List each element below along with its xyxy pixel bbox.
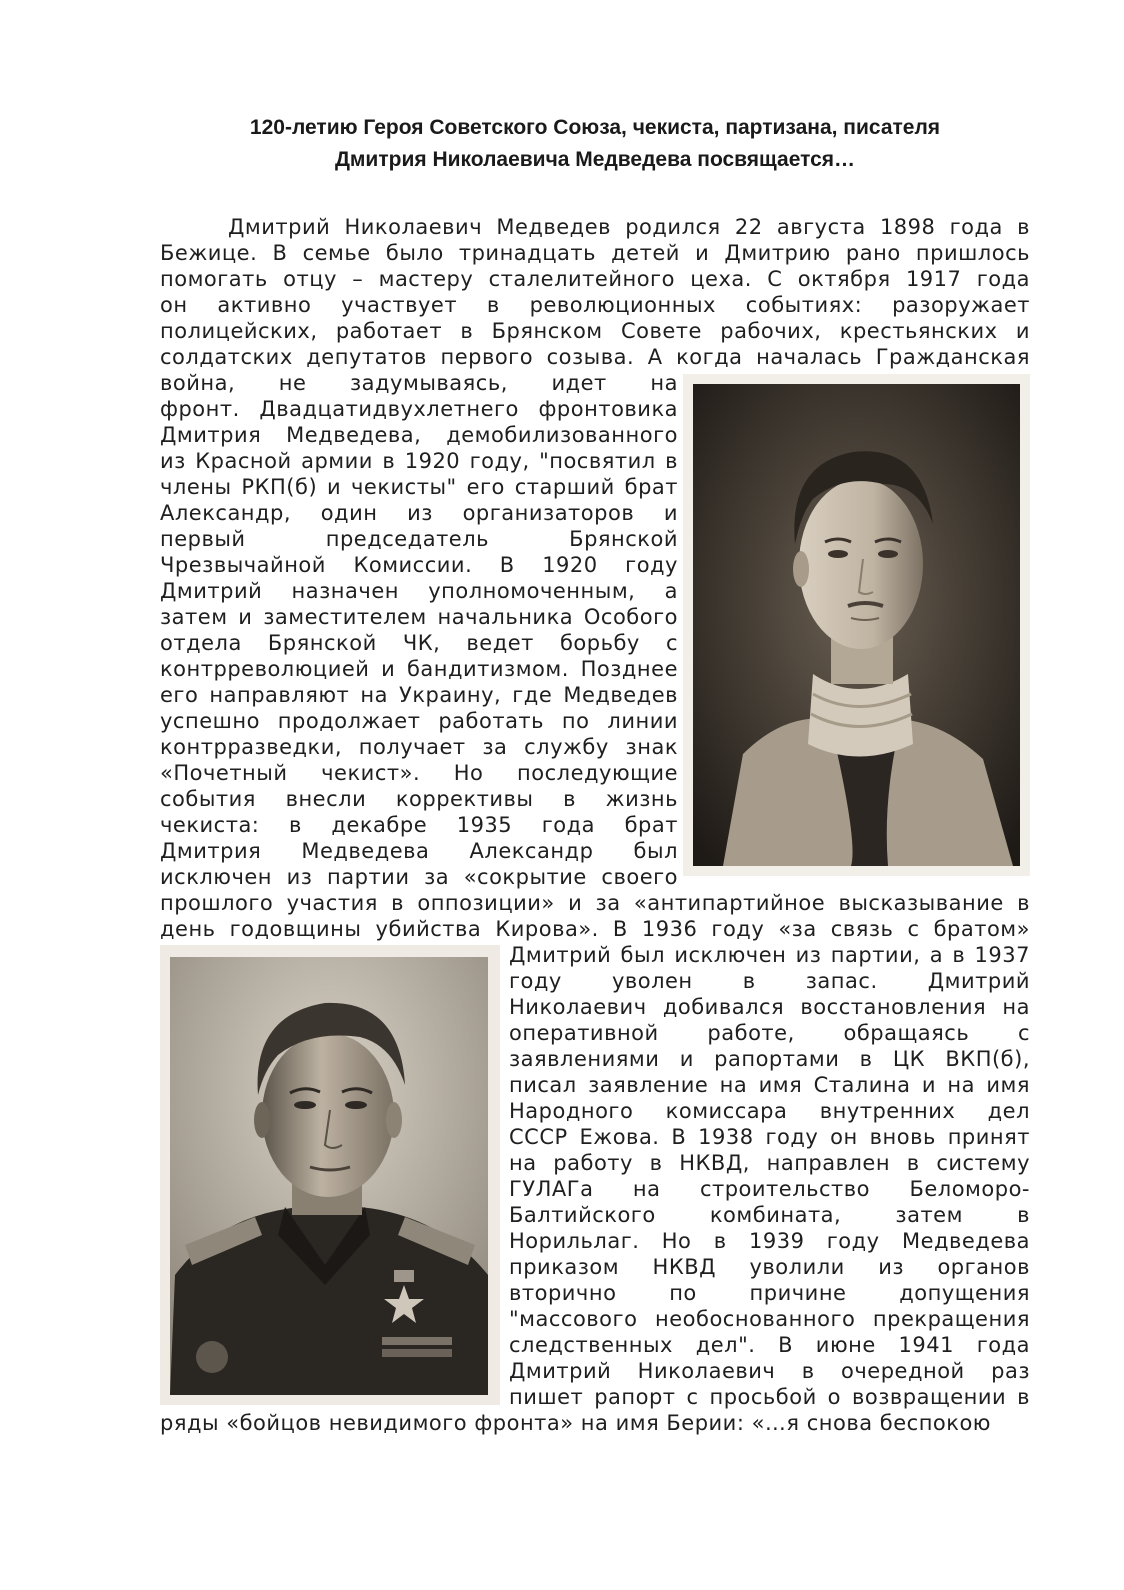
text-line: ГУЛАГа на строительство Беломоро-	[509, 1177, 1030, 1201]
text-line: фронт. Двадцатидвухлетнего фронтовика	[160, 397, 678, 421]
text-line: Дмитрий Николаевич Медведев родился 22 августа 1898 года в	[228, 215, 1030, 239]
text-line: затем и заместителем начальника Особого	[160, 605, 678, 629]
text-line: он активно участвует в революционных событиях: разоружает	[160, 293, 1030, 317]
text-line: вторично по причине допущения	[509, 1281, 1030, 1305]
text-line: заявлениями и рапортами в ЦК ВКП(б),	[509, 1047, 1030, 1071]
page-title	[160, 112, 1030, 176]
text-line: Дмитрия Медведева Александр был	[160, 839, 678, 863]
text-line: прошлого участия в оппозиции» и за «антипартийное высказывание в	[160, 891, 1030, 915]
text-line: Дмитрия Медведева, демобилизованного	[160, 423, 678, 447]
text-line: Бежице. В семье было тринадцать детей и Дмитрию рано пришлось	[160, 241, 1030, 265]
text-line: ряды «бойцов невидимого фронта» на имя Берии: «…я снова беспокою	[160, 1411, 991, 1435]
text-line: Чрезвычайной Комиссии. В 1920 году	[160, 553, 678, 577]
text-line: успешно продолжает работать по линии	[160, 709, 678, 733]
text-line: пишет рапорт с просьбой о возвращении в	[509, 1385, 1030, 1409]
text-line: на работу в НКВД, направлен в систему	[509, 1151, 1030, 1175]
text-line: Александр, один из организаторов и	[160, 501, 678, 525]
text-line: Дмитрий назначен уполномоченным, а	[160, 579, 678, 603]
text-line: члены РКП(б) и чекисты" его старший брат	[160, 475, 678, 499]
text-line: его направляют на Украину, где Медведев	[160, 683, 678, 707]
text-line: Норильлаг. Но в 1939 году Медведева	[509, 1229, 1030, 1253]
text-line: «Почетный чекист». Но последующие	[160, 761, 678, 785]
text-line: оперативной работе, обращаясь с	[509, 1021, 1030, 1045]
text-line: солдатских депутатов первого созыва. А когда началась Гражданская	[160, 345, 1030, 369]
text-line: следственных дел". В июне 1941 года	[509, 1333, 1030, 1357]
text-line: Народного комиссара внутренних дел	[509, 1099, 1030, 1123]
text-line: из Красной армии в 1920 году, "посвятил в	[160, 449, 678, 473]
text-line: день годовщины убийства Кирова». В 1936 году «за связь с братом»	[160, 917, 1030, 941]
text-line: приказом НКВД уволили из органов	[509, 1255, 1030, 1279]
text-line: война, не задумываясь, идет на	[160, 371, 678, 395]
title-line-1: 120-летию Героя Советского Союза, чекиста, партизана, писателя	[249, 116, 941, 139]
text-line: отдела Брянской ЧК, ведет борьбу с	[160, 631, 678, 655]
text-line: Николаевич добивался восстановления на	[509, 995, 1030, 1019]
text-line: году уволен в запас. Дмитрий	[509, 969, 1030, 993]
text-line: первый председатель Брянской	[160, 527, 678, 551]
title-line-2: Дмитрия Николаевича Медведева посвящается…	[334, 148, 856, 171]
text-line: полицейских, работает в Брянском Совете рабочих, крестьянских и	[160, 319, 1030, 343]
text-line: исключен из партии за «сокрытие своего	[160, 865, 678, 889]
text-line: СССР Ежова. В 1938 году он вновь принят	[509, 1125, 1030, 1149]
text-line: помогать отцу – мастеру сталелитейного цеха. С октября 1917 года	[160, 267, 1030, 291]
text-line: чекиста: в декабре 1935 года брат	[160, 813, 678, 837]
text-line: Балтийского комбината, затем в	[509, 1203, 1030, 1227]
text-line: Дмитрий Николаевич в очередной раз	[509, 1359, 1030, 1383]
text-line: "массового необоснованного прекращения	[509, 1307, 1030, 1331]
text-line: события внесли коррективы в жизнь	[160, 787, 678, 811]
text-line: Дмитрий был исключен из партии, а в 1937	[509, 943, 1030, 967]
portrait-photo-young	[683, 374, 1030, 876]
text-line: писал заявление на имя Сталина и на имя	[509, 1073, 1030, 1097]
text-line: контрразведки, получает за службу знак	[160, 735, 678, 759]
text-line: контрреволюцией и бандитизмом. Позднее	[160, 657, 678, 681]
portrait-photo-officer	[160, 945, 500, 1405]
